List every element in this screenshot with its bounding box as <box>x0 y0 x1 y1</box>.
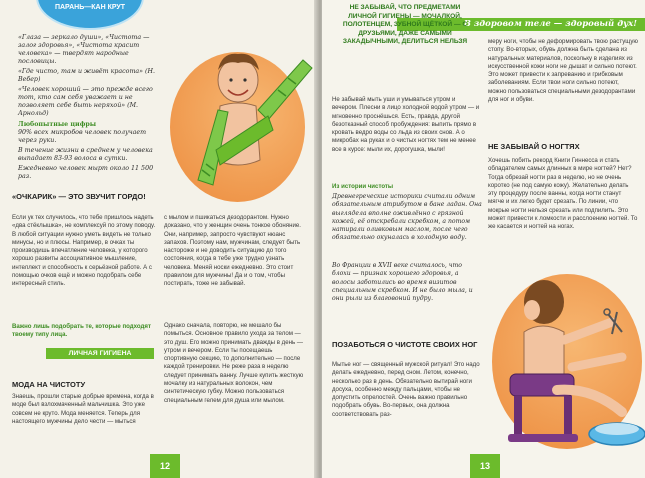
quote-2: «Где чисто, там и живёт красота» (Н. Вебер) <box>18 68 155 83</box>
hygiene-warning-box <box>324 0 484 92</box>
history-text-2: Во Франции в XVII веке считалось, что блохи — признак хорошего здоровья, а волосы заботились во время визитов специальным скребком. И не было мыла, и они рыли из благовоний пудру. <box>332 262 473 303</box>
boy-figure-icon <box>158 30 318 210</box>
quotes-block <box>18 34 158 181</box>
badge-text: ПАРАНЬ—КАН КРУТ <box>54 4 126 11</box>
page-number-right: 13 <box>470 454 500 478</box>
right-col1-text1: Не забывай мыть уши и умываться утром и вечером. Плесни в лицо холодной водой утром — и мгновенно проснёшься. Есть, правда, другой безотказный способ пробуждения: выпить прямо в кровать ведро воды со льда из своих снов. А о микробах на руках и о чистых ногтях тем не менее все в курсе: мыли их, дорогушка, мыли! <box>332 96 480 153</box>
personal-hygiene-bar: ЛИЧНАЯ ГИГИЕНА <box>46 348 154 359</box>
fact-2: В течение жизни в среднем у человека выпадает 83-93 волоса в сутки. <box>18 147 153 163</box>
section2-title: МОДА НА ЧИСТОТУ <box>12 380 86 389</box>
section1-note: Важно лишь подобрать те, которые подходят твоему типу лица. <box>12 323 151 339</box>
quote-3: «Человек хороший — это прежде всего тот, кто сам себя уважает и не позволяет себе быть неряхой» (М. Арнольд) <box>18 86 153 117</box>
boy-towel-illustration <box>158 30 318 210</box>
history-text: Древнегреческие историки считали одним обязательным атрибутом в бане ладан. Она выглядела вполне оживлённо с грязной кожей, её отскребали скребком, а потом натирали оливковым маслом, после чего обязательно окуналась в холодную воду. <box>332 193 482 242</box>
fact-1: 90% всех микробов человек получает через руки. <box>18 129 147 145</box>
section2-text: Знаешь, прошли старые добрые времена, когда в моде был взлохмаченный мальчишка. Это уже совсем не круто. Мода меняется. Теперь для настоящего мужчины дело чести — мыться <box>12 393 154 425</box>
boy-nails-figure-icon <box>472 262 645 462</box>
fact-3: Ежедневно человек мырт около 11 500 раз. <box>18 165 154 181</box>
section4-title: НЕ ЗАБЫВАЙ О НОГТЯХ <box>488 142 580 151</box>
section3-title: ПОЗАБОТЬСЯ О ЧИСТОТЕ СВОИХ НОГ <box>332 340 478 349</box>
page-number-left: 12 <box>150 454 180 478</box>
section3-text: Мытье ног — священный мужской ритуал! Это надо делать ежедневно, перед сном. Летом, конечно, несколько раз в день. Обязательно вытирай ноги досуха, особенно между пальцами, чтобы не допустить опрелостей. Очень важно правильно подобрать обувь. Во-первых, она должна соответствовать раз- <box>332 361 480 418</box>
right-page <box>322 0 645 478</box>
right-col2-text1: меру ноги, чтобы не деформировать твою растущую стопу. Во-вторых, обувь должна быть сделана из натуральных материалов, поскольку в изделиях из искусственной кожи ноги не дышат и сильно потеют. Это может привести к запреванию и грибковым заболеваниям. Если твои ноги сильно потеют, можно пользоваться специальными дезодорантами для ног и обуви. <box>488 38 638 104</box>
fun-facts-label: Любопытные цифры <box>18 121 97 128</box>
boy-nails-illustration <box>472 262 645 462</box>
history-label: Из истории чистоты <box>332 183 394 190</box>
section4-text: Хочешь побить рекорд Книги Гиннесса и стать обладателем самых длинных в мире ногтей? Нет? Тогда обрезай ногти раз в неделю, но не очень коротко (не под самую кожу). Желательно делать эту процедуру после ванны, когда ногти станут мягче и их легко будет срезать. По линии, что мокрые ногти нельзя срезать или подпилить. Это может привести к ломкости и расслоению ногтей. То же касается и ногтей на ногах. <box>488 157 638 231</box>
section1-title: «ОЧКАРИК» — ЭТО ЗВУЧИТ ГОРДО! <box>12 192 146 201</box>
col2-text1: с мылом и пшикаться дезодорантом. Нужно доказано, что у женщин очень тонкое обоняние. Они, например, запросто чувствуют нюанс запахов. Поэтому нам, мужчинам, следует быть настороже и не доводить ситуацию до того состояния, когда в тебе уже трудно узнать человека. Меняй носки ежедневно. Это стоит правилом для мужчины! Да и о том, чтобы постирать, тоже не забывай. <box>164 214 301 288</box>
page-header-title: В здоровом теле — здоровый дух! <box>397 18 645 31</box>
section1-text: Если ук тех случилось, что тебе пришлось надеть «два стёклышка», не комплексуй по этому поводу. В любой ситуации нужно уметь видеть не только минусы, но и плюсы. Например, в очках ты производишь впечатление человека, у которого хорошо развиты ассоциативное мышление, интеллект и способность к серьёзной работе. А с помощью очков ещё и можно подобрать себе интересный стиль. <box>12 214 156 288</box>
hygiene-warning-heading: НЕ ЗАБЫВАЙ, ЧТО ПРЕДМЕТАМИ ЛИЧНОЙ ГИГИЕНЫ — МОЧАЛКОЙ, ПОЛОТЕНЦЕМ, ЗУБНОЙ ЩЁТКОЙ — С ДРУЗЬЯМИ, ДАЖЕ САМЫМИ ЗАКАДЫЧНЫМИ, ДЕЛИТЬСЯ НЕЛЬЗЯ <box>342 4 468 46</box>
top-badge <box>38 0 142 28</box>
col2-text2: Однако сначала, повторю, не мешало бы помыться. Основное правило ухода за телом — это душ. Его можно принимать дважды в день — утром и вечером. Если ты посещаешь спортивную секцию, то дополнительно — после каждой тренировки. Не реже раза в неделю следует принимать ванну. Лучше купить жесткую мочалку из натуральных волокон, чем синтетическую губку. Можно пользоваться специальным гелем для душа или мылом. <box>164 322 304 404</box>
left-page <box>0 0 318 478</box>
quote-1: «Глаза — зеркало души», «Чистота — залог здоровья», «Чистота красит человека» — твердят народные пословицы. <box>18 34 150 65</box>
